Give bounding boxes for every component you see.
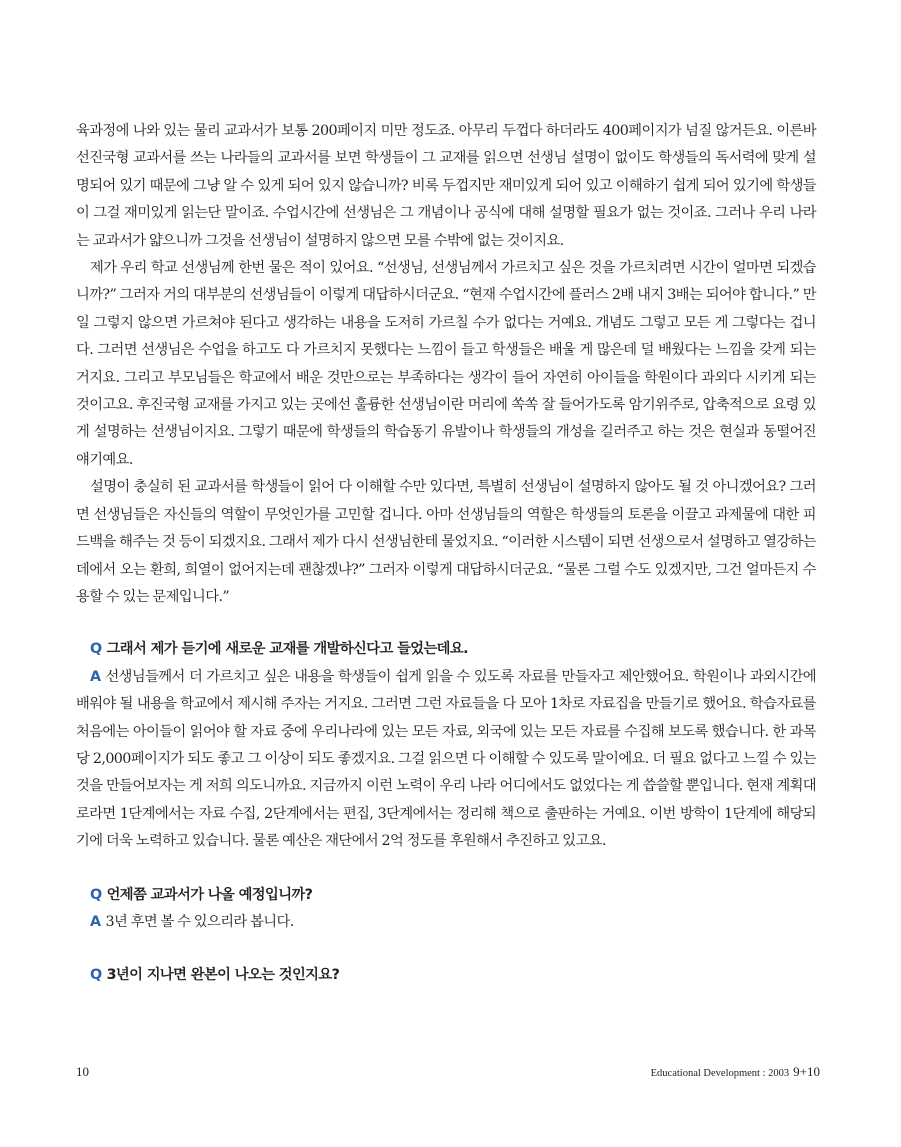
body-paragraph-1: 육과정에 나와 있는 물리 교과서가 보통 200페이지 미만 정도죠. 아무리 두껍다 하더라도 400페이지가 넘질 않거든요. 이른바 선진국형 교과서를 쓰는 나라들의 교과서를 보면 학생들이 그 교재를 읽으면 선생님 설명이 없이도 학생들의 독서력에 맞게 설명되어 있기 때문에 그냥 알 수 있게 되어 있지 않습니까? 비록 두껍지만 재미있게 되어 있고 이해하기 쉽게 되어 있기에 학생들이 그걸 재미있게 읽는단 말이죠. 수업시간에 선생님은 그 개념이나 공식에 대해 설명할 필요가 없는 것이죠. 그러나 우리 나라는 교과서가 얇으니까 그것을 선생님이 설명하지 않으면 모를 수밖에 없는 것이지요. [76,123,816,249]
journal-footer [651,1064,820,1080]
issue-number: 9+10 [793,1064,820,1079]
question-text: 3년이 지나면 완본이 나오는 것인지요? [106,967,340,984]
answer-marker: A [90,913,101,930]
question-2 [76,882,816,909]
qa-block-3 [76,962,816,989]
question-text: 언제쯤 교과서가 나올 예정입니까? [106,886,313,903]
answer-text: 3년 후면 볼 수 있으리라 봅니다. [105,913,294,930]
body-paragraph-2: 제가 우리 학교 선생님께 한번 물은 적이 있어요. “선생님, 선생님께서 가르치고 싶은 것을 가르치려면 시간이 얼마면 되겠습니까?” 그러자 거의 대부분의 선생님들이 이렇게 대답하시더군요. “현재 수업시간에 플러스 2배 내지 3배는 되어야 합니다.” 만일 그렇지 않으면 가르쳐야 된다고 생각하는 내용을 도저히 가르칠 수가 없다는 거예요. 개념도 그렇고 모든 게 그렇다는 겁니다. 그러면 선생님은 수업을 하고도 다 가르치지 못했다는 느낌이 들고 학생들은 배울 게 많은데 덜 배웠다는 느낌을 갖게 되는 거지요. 그리고 부모님들은 학교에서 배운 것만으로는 부족하다는 생각이 들어 자연히 아이들을 학원이다 과외다 시키게 되는 것이고요. 후진국형 교재를 가지고 있는 곳에선 훌륭한 선생님이란 머리에 쏙쏙 잘 들어가도록 암기위주로, 압축적으로 요령 있게 설명하는 선생님이지요. 그렇기 때문에 학생들의 학습동기 유발이나 학생들의 개성을 길러주고 하는 것은 현실과 동떨어진 얘기예요. [76,260,816,468]
answer-marker: A [90,668,101,685]
answer-1 [76,664,816,856]
journal-name: Educational Development : 2003 [650,1068,790,1079]
question-marker: Q [90,886,102,903]
question-3 [76,962,816,989]
question-1 [76,636,816,663]
qa-block-1 [76,636,816,855]
page-number: 10 [76,1064,89,1079]
question-marker: Q [90,641,102,658]
qa-block-2 [76,882,816,937]
answer-text: 선생님들께서 더 가르치고 싶은 내용을 학생들이 쉽게 읽을 수 있도록 자료를 만들자고 제안했어요. 학원이나 과외시간에 배워야 될 내용을 학교에서 제시해 주자는 거지요. 그러면 그런 자료들을 다 모아 1차로 자료집을 만들기로 했어요. 학습자료를 처음에는 아이들이 읽어야 할 자료 중에 우리나라에 있는 모든 자료, 외국에 있는 모든 자료를 수집해 보도록 했습니다. 한 과목당 2,000페이지가 되도 좋고 그 이상이 되도 좋겠지요. 그걸 읽으면 다 이해할 수 있도록 말이에요. 더 필요 없다고 느낄 수 있는 것을 만들어보자는 게 저희 의도니까요. 지금까지 이런 노력이 우리 나라 어디에서도 없었다는 게 씁쓸할 뿐입니다. 현재 계획대로라면 1단계에서는 자료 수집, 2단계에서는 편집, 3단계에서는 정리해 책으로 출판하는 거예요. 이번 방학이 1단계에 해당되기에 더욱 노력하고 있습니다. 물론 예산은 재단에서 2억 정도를 후원해서 추진하고 있고요. [76,668,816,850]
answer-2 [76,909,816,936]
body-paragraph-3: 설명이 충실히 된 교과서를 학생들이 읽어 다 이해할 수만 있다면, 특별히 선생님이 설명하지 않아도 될 것 아니겠어요? 그러면 선생님들은 자신들의 역할이 무엇인가를 고민할 겁니다. 아마 선생님들의 역할은 학생들의 토론을 이끌고 과제물에 대한 피드백을 해주는 것 등이 되겠지요. 그래서 제가 다시 선생님한테 물었지요. “이러한 시스템이 되면 선생으로서 설명하고 열강하는 데에서 오는 환희, 희열이 없어지는데 괜찮겠냐?” 그러자 이렇게 대답하시더군요. “물론 그럴 수도 있겠지만, 그건 얼마든지 수용할 수 있는 문제입니다.” [76,479,817,605]
question-marker: Q [90,967,102,984]
article-body [76,118,816,990]
question-text: 그래서 제가 듣기에 새로운 교재를 개발하신다고 들었는데요. [106,641,468,658]
